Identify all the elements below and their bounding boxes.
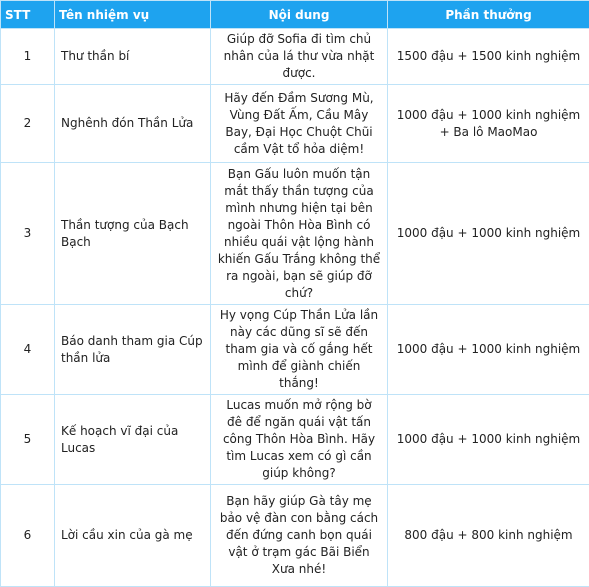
table-row — [1, 485, 589, 587]
header-content: Nội dung — [211, 1, 388, 29]
row-quest-name: Thư thần bí — [55, 29, 211, 85]
row-quest-name: Nghênh đón Thần Lửa — [55, 85, 211, 163]
row-quest-name: Báo danh tham gia Cúp thần lửa — [55, 305, 211, 395]
row-reward: 1000 đậu + 1000 kinh nghiệm — [388, 395, 589, 485]
row-quest-name: Lời cầu xin của gà mẹ — [55, 485, 211, 587]
table-row — [1, 29, 589, 85]
header-quest-name: Tên nhiệm vụ — [55, 1, 211, 29]
header-reward: Phần thưởng — [388, 1, 589, 29]
row-stt: 5 — [1, 395, 55, 485]
header-stt: STT — [1, 1, 55, 29]
row-stt: 6 — [1, 485, 55, 587]
row-reward: 1000 đậu + 1000 kinh nghiệm — [388, 305, 589, 395]
row-stt: 1 — [1, 29, 55, 85]
row-reward: 1000 đậu + 1000 kinh nghiệm — [388, 163, 589, 305]
row-quest-name: Thần tượng của Bạch Bạch — [55, 163, 211, 305]
row-content: Lucas muốn mở rộng bờ đê để ngăn quái vật tấn công Thôn Hòa Bình. Hãy tìm Lucas xem có gì cần giúp không? — [211, 395, 388, 485]
row-stt: 2 — [1, 85, 55, 163]
table-row — [1, 305, 589, 395]
row-content: Giúp đỡ Sofia đi tìm chủ nhân của lá thư vừa nhặt được. — [211, 29, 388, 85]
row-quest-name: Kế hoạch vĩ đại của Lucas — [55, 395, 211, 485]
table-row — [1, 85, 589, 163]
row-reward: 1500 đậu + 1500 kinh nghiệm — [388, 29, 589, 85]
row-content: Bạn Gấu luôn muốn tận mắt thấy thần tượng của mình nhưng hiện tại bên ngoài Thôn Hòa Bình có nhiều quái vật lộng hành khiến Gấu Trắng không thể ra ngoài, bạn sẽ giúp đỡ chứ? — [211, 163, 388, 305]
row-stt: 4 — [1, 305, 55, 395]
row-content: Hãy đến Đầm Sương Mù, Vùng Đất Ấm, Cầu Mây Bay, Đại Học Chuột Chũi cầm Vật tổ hỏa diệm! — [211, 85, 388, 163]
row-reward: 800 đậu + 800 kinh nghiệm — [388, 485, 589, 587]
table-row — [1, 395, 589, 485]
row-reward: 1000 đậu + 1000 kinh nghiệm + Ba lô MaoMao — [388, 85, 589, 163]
table-row — [1, 163, 589, 305]
row-stt: 3 — [1, 163, 55, 305]
row-content: Hy vọng Cúp Thần Lửa lần này các dũng sĩ sẽ đến tham gia và cố gắng hết mình để giành chiến thắng! — [211, 305, 388, 395]
table-header-row — [1, 1, 589, 29]
row-content: Bạn hãy giúp Gà tây mẹ bảo vệ đàn con bằng cách đến đứng canh bọn quái vật ở trạm gác Bãi Biển Xưa nhé! — [211, 485, 388, 587]
